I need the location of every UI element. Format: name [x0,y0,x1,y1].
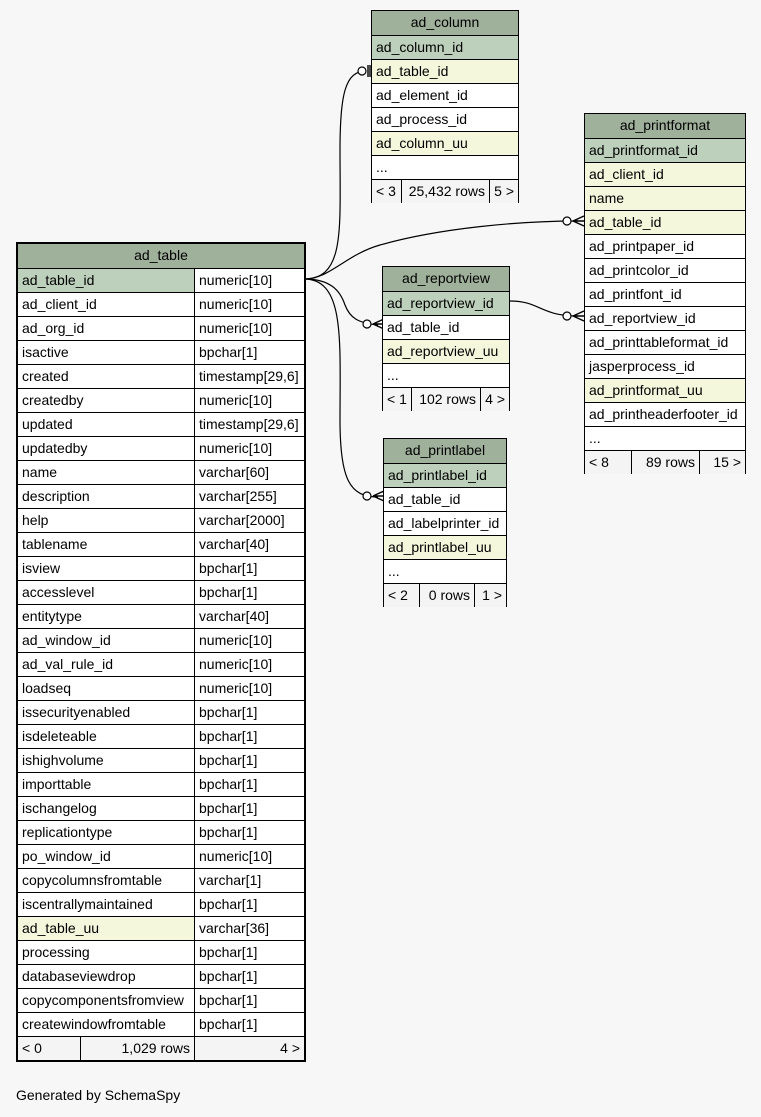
table-row [18,460,304,484]
table-header [383,267,509,291]
column-name: po_window_id [22,848,111,864]
table-row [372,107,518,131]
column-name: ad_printlabel_id [388,467,487,483]
table-row [18,316,304,340]
table-row [18,484,304,508]
table-row [18,532,304,556]
column-name: entitytype [22,608,82,624]
column-type: bpchar[1] [194,797,304,820]
table-row [18,436,304,460]
children-link[interactable]: 5 > [489,180,518,203]
table-row [18,940,304,964]
table-footer [585,450,745,474]
table-row [18,988,304,1012]
column-name: ad_org_id [22,320,85,336]
table-name: ad_column [410,14,480,30]
table-row [372,83,518,107]
column-name: ad_printheaderfooter_id [589,406,738,422]
table-row [18,820,304,844]
row-count: 1,029 rows [80,1037,194,1060]
column-type: timestamp[29,6] [194,413,304,436]
column-name: ad_table_uu [22,920,100,936]
column-name: created [22,368,69,384]
optional-marker [563,312,571,320]
table-row [18,868,304,892]
table-row [18,844,304,868]
column-name: iscentrallymaintained [22,896,153,912]
column-type: numeric[10] [194,293,304,316]
column-name: ad_process_id [376,111,468,127]
table-row [372,35,518,59]
table-row [18,676,304,700]
table-row [18,892,304,916]
table-name: ad_printlabel [404,442,486,458]
table-ad-reportview [382,266,510,411]
column-type: numeric[10] [194,389,304,412]
column-type: bpchar[1] [194,1013,304,1036]
table-row [18,700,304,724]
column-type: numeric[10] [194,269,304,292]
table-row [18,268,304,292]
table-row [383,291,509,315]
column-name: ad_printfont_id [589,286,682,302]
table-row [384,559,506,583]
table-row [585,354,745,378]
table-row [585,162,745,186]
column-name: updated [22,416,73,432]
link-ad-reportview-to-ad-printformat [510,301,578,316]
column-name: updatedby [22,440,88,456]
table-row [384,487,506,511]
table-row [18,964,304,988]
parents-link[interactable]: < 2 [388,587,408,603]
column-type: bpchar[1] [194,749,304,772]
column-name: ad_reportview_uu [387,343,499,359]
column-name: ad_column_uu [376,135,468,151]
table-ad-table [16,242,306,1062]
link-ad-table-to-ad-printlabel [304,279,378,497]
table-row [18,796,304,820]
row-count: 89 rows [631,451,699,474]
crowsfoot-marker [573,311,584,321]
column-name: description [22,488,90,504]
table-row [585,426,745,450]
column-name: ad_element_id [376,87,468,103]
table-row [585,306,745,330]
column-name: ad_printformat_uu [589,382,703,398]
table-row [585,402,745,426]
table-row [585,330,745,354]
children-link[interactable]: 4 > [194,1037,304,1060]
column-name: tablename [22,536,88,552]
table-row [18,916,304,940]
table-row [18,1012,304,1036]
table-row [372,155,518,179]
table-row [18,508,304,532]
column-name: ad_printcolor_id [589,262,689,278]
column-name: isactive [22,344,69,360]
table-row [384,511,506,535]
table-footer [384,583,506,607]
table-row [18,628,304,652]
children-link[interactable]: 4 > [480,388,509,411]
table-name: ad_printformat [619,117,711,133]
column-type: varchar[60] [194,461,304,484]
column-name: ... [388,563,400,579]
table-header [585,114,745,138]
optional-marker [358,67,366,75]
column-name: createwindowfromtable [22,1016,166,1032]
optional-marker [363,320,371,328]
table-row [18,340,304,364]
table-row [18,412,304,436]
column-name: createdby [22,392,84,408]
column-name: ad_printpaper_id [589,238,695,254]
column-type: bpchar[1] [194,821,304,844]
table-footer [383,387,509,411]
column-name: name [589,190,625,206]
row-count: 25,432 rows [401,180,489,203]
row-count: 102 rows [411,388,480,411]
table-footer [18,1036,304,1060]
column-type: bpchar[1] [194,701,304,724]
column-type: varchar[40] [194,605,304,628]
column-type: numeric[10] [194,317,304,340]
table-row [585,138,745,162]
table-row [384,535,506,559]
column-type: varchar[2000] [194,509,304,532]
table-row [18,556,304,580]
column-name: isdeleteable [22,728,97,744]
parents-link[interactable]: < 8 [589,454,609,470]
table-row [18,388,304,412]
column-name: help [22,512,49,528]
table-footer [372,179,518,203]
table-row [383,339,509,363]
table-row [18,652,304,676]
column-name: ad_labelprinter_id [388,515,500,531]
table-row [18,748,304,772]
table-row [18,580,304,604]
column-name: ad_val_rule_id [22,656,114,672]
column-name: ad_window_id [22,632,111,648]
column-name: ad_printlabel_uu [388,539,492,555]
link-ad-table-to-ad-reportview [304,279,378,325]
column-name: ... [589,430,601,446]
column-name: ad_client_id [22,296,97,312]
column-name: copycolumnsfromtable [22,872,163,888]
column-name: ad_printformat_id [589,142,698,158]
column-type: varchar[255] [194,485,304,508]
crowsfoot-marker [573,216,584,226]
optional-marker [363,492,371,500]
column-name: ad_table_id [589,214,662,230]
row-count: 0 rows [419,584,474,607]
column-type: numeric[10] [194,677,304,700]
column-name: ad_reportview_id [387,295,494,311]
column-name: jasperprocess_id [589,358,695,374]
table-row [18,292,304,316]
column-name: ishighvolume [22,752,104,768]
table-row [585,258,745,282]
table-row [585,210,745,234]
column-name: copycomponentsfromview [22,992,184,1008]
column-name: issecurityenabled [22,704,131,720]
table-row [585,234,745,258]
column-type: varchar[1] [194,869,304,892]
generated-by-text: Generated by SchemaSpy [16,1087,181,1103]
column-type: bpchar[1] [194,725,304,748]
column-type: bpchar[1] [194,557,304,580]
column-name: replicationtype [22,824,113,840]
column-type: numeric[10] [194,437,304,460]
column-name: ad_printtableformat_id [589,334,729,350]
table-row [18,604,304,628]
column-name: processing [22,944,90,960]
children-link[interactable]: 1 > [474,584,506,607]
table-row [585,282,745,306]
column-name: name [22,464,58,480]
column-name: ad_table_id [388,491,461,507]
column-name: loadseq [22,680,72,696]
column-name: ischangelog [22,800,97,816]
table-row [18,772,304,796]
column-name: ad_table_id [376,63,449,79]
table-header [384,439,506,463]
column-type: bpchar[1] [194,989,304,1012]
table-name: ad_reportview [402,270,490,286]
table-ad-column [371,10,519,203]
column-name: ad_column_id [376,39,464,55]
column-type: timestamp[29,6] [194,365,304,388]
column-name: ad_table_id [22,272,95,288]
column-type: bpchar[1] [194,893,304,916]
table-header [18,244,304,268]
table-row [18,724,304,748]
table-ad-printlabel [383,438,507,607]
column-name: ... [387,367,399,383]
table-row [18,364,304,388]
column-type: bpchar[1] [194,941,304,964]
column-name: isview [22,560,61,576]
column-type: bpchar[1] [194,581,304,604]
parents-link[interactable]: < 0 [22,1040,42,1056]
table-row [384,463,506,487]
column-name: importtable [22,776,92,792]
table-row [372,59,518,83]
column-type: numeric[10] [194,629,304,652]
table-row [585,186,745,210]
table-row [383,363,509,387]
column-type: bpchar[1] [194,773,304,796]
children-link[interactable]: 15 > [699,451,745,474]
table-name: ad_table [134,247,188,263]
table-header [372,11,518,35]
column-type: varchar[36] [194,917,304,940]
table-row [585,378,745,402]
column-name: ad_table_id [387,319,460,335]
column-name: ... [376,159,388,175]
link-ad-table-to-ad-column [304,71,366,279]
table-row [383,315,509,339]
column-name: databaseviewdrop [22,968,136,984]
column-name: ad_client_id [589,166,664,182]
table-row [372,131,518,155]
column-name: accesslevel [22,584,95,600]
column-type: bpchar[1] [194,965,304,988]
column-type: varchar[40] [194,533,304,556]
optional-marker [563,217,571,225]
column-type: numeric[10] [194,653,304,676]
column-type: bpchar[1] [194,341,304,364]
table-ad-printformat [584,113,746,474]
column-name: ad_reportview_id [589,310,696,326]
parents-link[interactable]: < 3 [376,183,396,199]
parents-link[interactable]: < 1 [387,391,407,407]
column-type: numeric[10] [194,845,304,868]
